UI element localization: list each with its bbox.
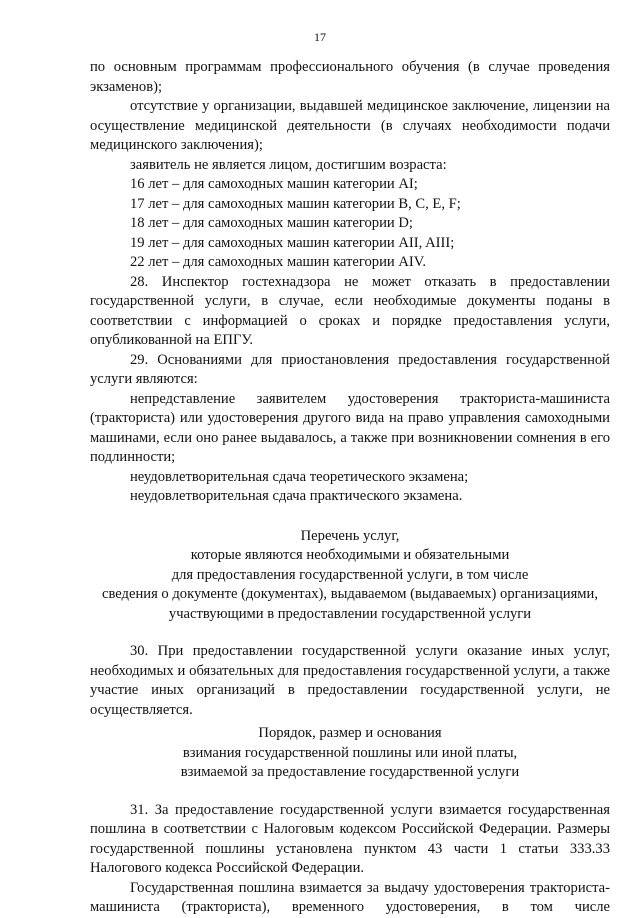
heading-line: Перечень услуг, <box>300 527 400 544</box>
list-item: 18 лет – для самоходных машин категории D; <box>130 215 413 231</box>
paragraph: заявитель не является лицом, достигшим возраста: <box>130 156 447 173</box>
heading-line: Порядок, размер и основания <box>258 725 442 741</box>
heading-line: участвующими в предоставлении государственной услуги <box>168 605 532 622</box>
list-item: 22 лет – для самоходных машин категории AIV. <box>130 254 427 270</box>
paragraph: по основным программам профессионального обучения (в случае проведения экзаменов); <box>90 59 610 95</box>
list-item: 19 лет – для самоходных машин категории AII, AIII; <box>130 234 455 251</box>
paragraph-28: 28. Инспектор гостехнадзора не может отказать в предоставлении государственной услуги, в случае, если необходимые документы поданы в соответствии с информацией о сроках и порядке предоставления услуги, опубликованной на ЕПГУ. <box>90 273 610 348</box>
paragraph: непредставление заявителем удостоверения тракториста-машиниста (тракториста) или удостоверения другого вида на право управления самоходными машинами, если оно ранее выдавалось, а также при возникновении сомнения в его подлинности; <box>90 390 610 465</box>
paragraph: отсутствие у организации, выдавшей медицинское заключение, лицензии на осуществление медицинской деятельности (в случаях необходимости подачи медицинского заключения); <box>90 98 610 153</box>
list-item: 17 лет – для самоходных машин категории B, C, E, F; <box>130 195 461 212</box>
section-heading-state-fee <box>90 724 610 783</box>
paragraph: Государственная пошлина взимается за выдачу удостоверения тракториста-машиниста (тракториста), временного удостоверения, в том числе <box>90 879 610 915</box>
heading-line: взимаемой за предоставление государственной услуги <box>180 764 520 780</box>
section-heading-services-list <box>90 527 610 625</box>
heading-line: для предоставления государственной услуги, в том числе <box>171 566 529 583</box>
paragraph-31: 31. За предоставление государственной услуги взимается государственная пошлина в соответствии с Налоговым кодексом Российской Федерации. Размеры государственной пошлины установлена пунктом 43 части 1 статьи 333.33 Налогового кодекса Российской Федерации. <box>90 801 610 876</box>
heading-line: взимания государственной пошлины или иной платы, <box>182 744 518 761</box>
paragraph-30: 30. При предоставлении государственной услуги оказание иных услуг, необходимых и обязательных для предоставления государственной услуги, а также участие иных организаций в предоставлении государственной услуги, не осуществляется. <box>90 643 610 718</box>
paragraph: неудовлетворительная сдача теоретического экзамена; <box>130 468 469 485</box>
heading-line: которые являются необходимыми и обязательными <box>190 547 510 563</box>
document-body <box>90 58 610 918</box>
paragraph: неудовлетворительная сдача практического экзамена. <box>130 488 463 504</box>
page-number: 17 <box>314 30 326 44</box>
list-item: 16 лет – для самоходных машин категории AI; <box>130 176 418 192</box>
heading-line: сведения о документе (документах), выдаваемом (выдаваемых) организациями, <box>101 586 598 602</box>
paragraph-29: 29. Основаниями для приостановления предоставления государственной услуги являются: <box>90 351 610 387</box>
